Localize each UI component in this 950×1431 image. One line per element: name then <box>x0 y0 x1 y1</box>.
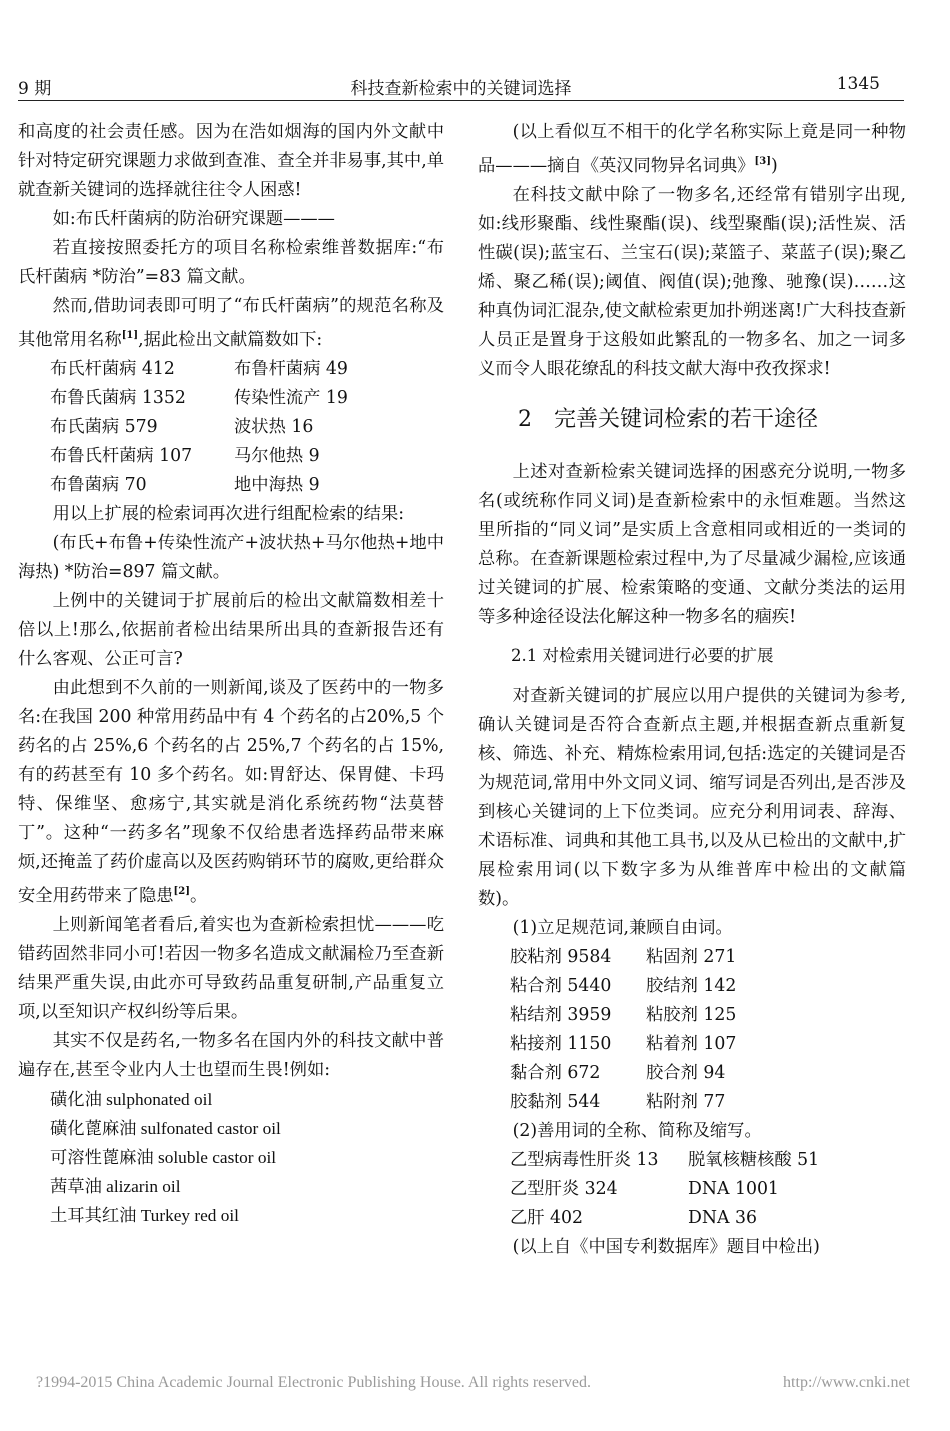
copyright-text: ?1994-2015 China Academic Journal Electronic Publishing House. All rights reserved. <box>36 1374 591 1391</box>
paragraph <box>478 118 906 181</box>
paragraph <box>18 292 444 355</box>
source-note: (以上自《中国专利数据库》题目中检出) <box>512 1236 820 1257</box>
chemical-name: 茜草油 alizarin oil <box>50 1176 181 1196</box>
term-row <box>510 1204 906 1233</box>
term-row <box>50 413 444 442</box>
paragraph: (布氏+布鲁+传染性流产+波状热+马尔他热+地中海热) *防治=897 篇文献。 <box>18 532 444 582</box>
paragraph: 上例中的关键词于扩展前后的检出文献篇数相差十倍以上!那么,依据前者检出结果所出具的查新报告还有什么客观、公正可言? <box>18 590 444 669</box>
term: 粘接剂 1150 <box>510 1033 612 1054</box>
section-title: 完善关键词检索的若干途径 <box>554 406 819 432</box>
chemical-name: 可溶性蓖麻油 soluble castor oil <box>50 1147 277 1167</box>
term: 布鲁杆菌病 49 <box>234 358 348 379</box>
issue-number: 9 期 <box>18 79 52 99</box>
term: 粘胶剂 125 <box>646 1004 737 1025</box>
term: 马尔他热 9 <box>234 445 320 466</box>
term-row <box>510 1088 906 1117</box>
term-row <box>510 1175 906 1204</box>
term: 粘合剂 5440 <box>510 975 612 996</box>
running-header <box>18 74 904 101</box>
term: 地中海热 9 <box>234 474 320 495</box>
term: 粘附剂 77 <box>646 1091 726 1112</box>
term-row <box>510 943 906 972</box>
term-row <box>50 355 444 384</box>
paragraph-text: (以上看似互不相干的化学名称实际上竟是同一种物品———摘自《英汉同物异名词典》 <box>478 122 906 176</box>
term: DNA 36 <box>688 1207 757 1228</box>
term: 粘固剂 271 <box>646 946 737 967</box>
paragraph-text: 由此想到不久前的一则新闻,谈及了医药中的一物多名:在我国 200 种常用药品中有 4 个药名的占20%,5 个药名的占 25%,6 个药名的占 25%,7 个药名的占 15%,有的药甚至有 10 多个药名。如:胃舒达、保胃健、卡玛特、保维坚、愈疡宁,其实就是消化系统药物“法莫替丁”。这种“一药多名”现象不仅给患者选择药品带来麻烦,还掩盖了药价虚高以及医药购销环节的腐败,更给群众安全用药带来了隐患 <box>18 677 444 906</box>
term: 粘结剂 3959 <box>510 1004 612 1025</box>
paragraph: 在科技文献中除了一物多名,还经常有错别字出现,如:线形聚酯、线性聚酯(误)、线型聚酯(误);活性炭、活性碳(误);蓝宝石、兰宝石(误);菜篮子、菜蓝子(误);聚乙烯、聚乙稀(误);阈值、阀值(误);弛豫、驰豫(误)……这种真伪词汇混杂,使文献检索更加扑朔迷离!广大科技查新人员正是置身于这般如此繁乱的一物多名、加之一词多义而令人眼花缭乱的科技文献大海中孜孜探求! <box>478 184 906 379</box>
term-row <box>510 1001 906 1030</box>
paragraph-text: 。 <box>189 885 208 906</box>
term: 布鲁菌病 70 <box>50 474 147 495</box>
paragraph: 上则新闻笔者看后,着实也为查新检索担忧———吃错药固然非同小可!若因一物多名造成文献漏检乃至查新结果严重失误,由此亦可导致药品重复研制,产品重复立项,以至知识产权纠纷等后果。 <box>18 914 444 1022</box>
term: 黏合剂 672 <box>510 1062 601 1083</box>
term: 布鲁氏杆菌病 107 <box>50 445 193 466</box>
term-row <box>510 1059 906 1088</box>
list-item-heading: (2)善用词的全称、简称及缩写。 <box>512 1120 762 1141</box>
term-row <box>510 1030 906 1059</box>
page-number: 1345 <box>836 74 880 94</box>
list-item-heading: (1)立足规范词,兼顾自由词。 <box>512 917 733 938</box>
chemical-name: 磺化蓖麻油 sulfonated castor oil <box>50 1118 281 1138</box>
term-row <box>50 442 444 471</box>
chemical-name: 磺化油 sulphonated oil <box>50 1089 213 1109</box>
citation-marker: [2] <box>173 885 190 897</box>
term: 布氏杆菌病 412 <box>50 358 175 379</box>
term-row <box>510 972 906 1001</box>
term-list <box>478 943 906 1117</box>
left-column <box>18 118 444 1230</box>
paragraph-text: ,据此检出文献篇数如下: <box>138 329 323 350</box>
term: 胶粘剂 9584 <box>510 946 612 967</box>
subsection-heading: 2.1 对检索用关键词进行必要的扩展 <box>511 645 774 665</box>
paragraph: 对查新关键词的扩展应以用户提供的关键词为参考,确认关键词是否符合查新点主题,并根据查新点重新复核、筛选、补充、精炼检索用词,包括:选定的关键词是否为规范词,常用中外文同义词、缩写词是否列出,是否涉及到核心关键词的上下位类词。应充分利用词表、辞海、术语标准、词典和其他工具书,以及从已检出的文献中,扩展检索用词(以下数字多为从维普库中检出的文献篇数)。 <box>478 685 906 909</box>
term: 乙型肝炎 324 <box>510 1178 618 1199</box>
paragraph: 用以上扩展的检索词再次进行组配检索的结果: <box>52 503 405 524</box>
term: 布氏菌病 579 <box>50 416 158 437</box>
term: DNA 1001 <box>688 1178 779 1199</box>
term: 布鲁氏菌病 1352 <box>50 387 186 408</box>
paragraph: 和高度的社会责任感。因为在浩如烟海的国内外文献中针对特定研究课题力求做到查准、查全并非易事,其中,单就查新关键词的选择就往往令人困惑! <box>18 122 444 200</box>
paragraph-text: ) <box>770 155 778 176</box>
term: 粘着剂 107 <box>646 1033 737 1054</box>
citation-marker: [3] <box>754 156 771 167</box>
section-number: 2 <box>518 406 532 432</box>
paragraph-text: 然而,借助词表即可明了“布氏杆菌病”的规范名称及其他常用名称 <box>18 296 444 350</box>
running-title: 科技查新检索中的关键词选择 <box>350 79 572 99</box>
copyright-footer <box>36 1374 910 1392</box>
right-column <box>478 118 906 1262</box>
term: 传染性流产 19 <box>234 387 348 408</box>
term: 乙型病毒性肝炎 13 <box>510 1149 659 1170</box>
term-row <box>50 471 444 500</box>
term-row <box>510 1146 906 1175</box>
term-list <box>18 355 444 500</box>
citation-marker: [1] <box>121 330 139 341</box>
term: 胶结剂 142 <box>646 975 737 996</box>
chemical-name: 土耳其红油 Turkey red oil <box>50 1205 239 1225</box>
term-row <box>50 384 444 413</box>
term: 胶合剂 94 <box>646 1062 726 1083</box>
paragraph: 如:布氏杆菌病的防治研究课题——— <box>52 209 335 229</box>
term: 脱氧核糖核酸 51 <box>688 1149 820 1170</box>
website-url: http://www.cnki.net <box>783 1374 910 1391</box>
term: 乙肝 402 <box>510 1207 584 1228</box>
term-list <box>478 1146 906 1233</box>
term: 波状热 16 <box>234 416 314 437</box>
paragraph: 若直接按照委托方的项目名称检索维普数据库:“布氏杆菌病 *防治”=83 篇文献。 <box>18 238 444 287</box>
section-heading <box>478 400 906 440</box>
paragraph: 其实不仅是药名,一物多名在国内外的科技文献中普遍存在,甚至令业内人士也望而生畏!例如: <box>18 1030 444 1080</box>
paragraph <box>18 674 444 911</box>
paragraph: 上述对查新检索关键词选择的困惑充分说明,一物多名(或统称作同义词)是查新检索中的永恒难题。当然这里所指的“同义词”是实质上含意相同或相近的一类词的总称。在查新课题检索过程中,为了尽量减少漏检,应该通过关键词的扩展、检索策略的变通、文献分类法的运用等多种途径设法化解这种一物多名的痼疾! <box>478 461 906 627</box>
term: 胶黏剂 544 <box>510 1091 601 1112</box>
chemical-name-list <box>18 1085 444 1230</box>
